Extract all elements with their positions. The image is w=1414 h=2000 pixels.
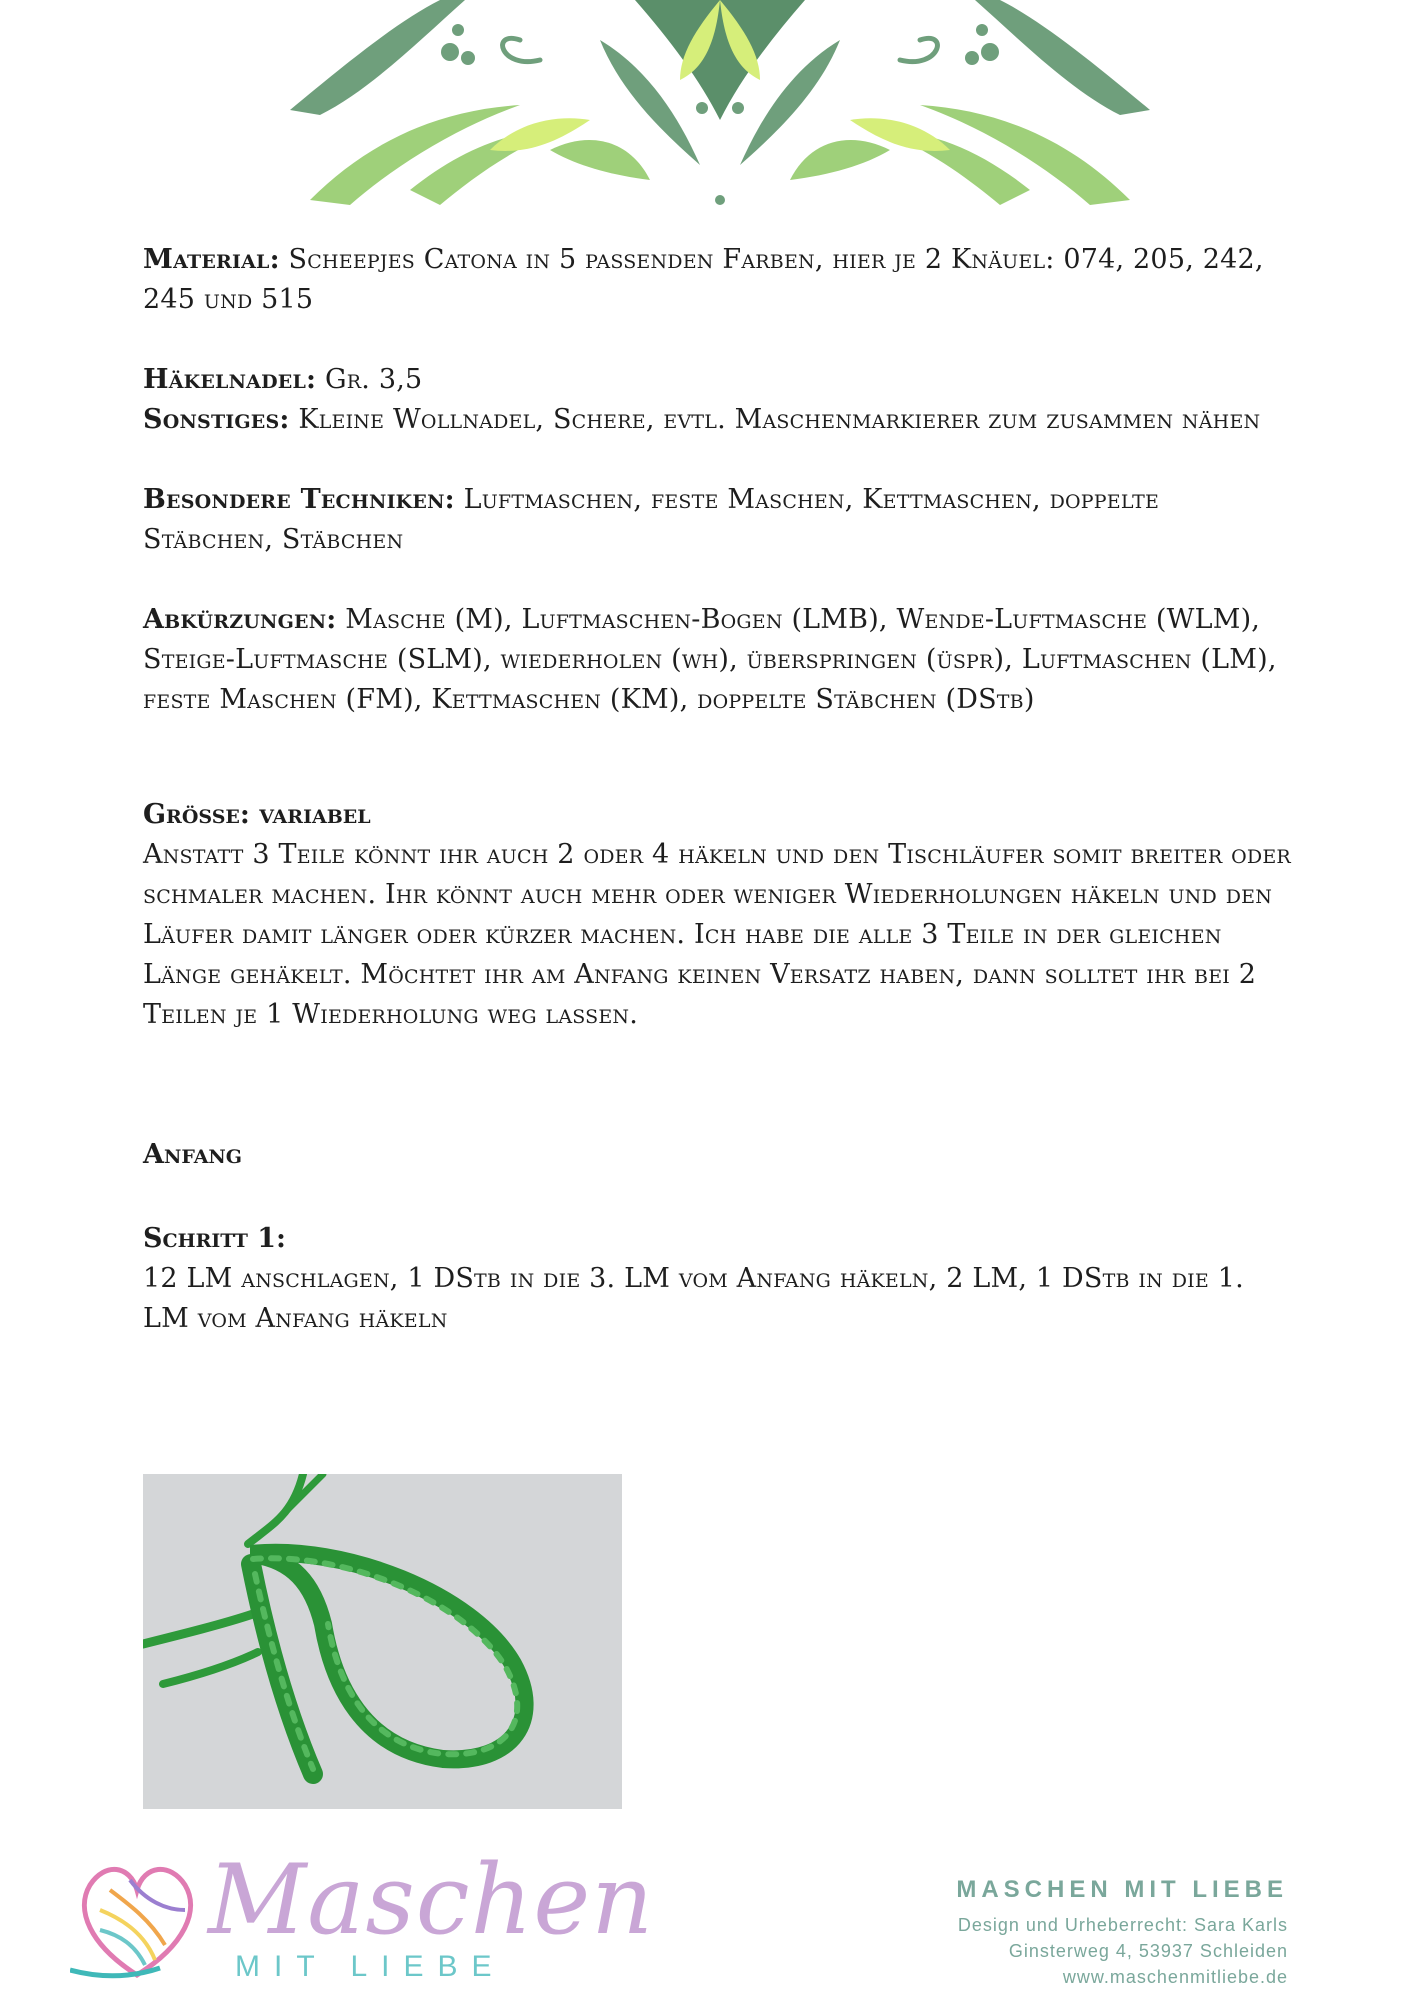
anfang-heading: Anfang <box>143 1139 243 1170</box>
material-text: Scheepjes Catona in 5 passenden Farben, hier je 2 Knäuel: 074, 205, 242, 245 und 515 <box>143 244 1264 315</box>
floral-ornament <box>290 0 1150 210</box>
techniken-text: Luftmaschen, feste Maschen, Kettmaschen, doppelte Stäbchen, Stäbchen <box>143 484 1160 555</box>
abkuerzungen-text: Masche (M), Luftmaschen-Bogen (LMB), Wende-Luftmasche (WLM), Steige-Luftmasche (SLM), wiederholen (wh), überspringen (üspr), Luftmaschen (LM), feste Maschen (FM), Kettmaschen (KM), doppelte Stäbchen (DStb) <box>143 604 1277 715</box>
groesse-text: Anstatt 3 Teile könnt ihr auch 2 oder 4 häkeln und den Tischläufer somit breiter oder schmaler machen. Ihr könnt auch mehr oder weniger Wiederholungen häkeln und den Läufer damit länger oder kürzer machen. Ich habe die alle 3 Teile in der gleichen Länge gehäkelt. Möchtet ihr am Anfang keinen Versatz haben, dann solltet ihr bei 2 Teilen je 1 Wiederholung weg lassen. <box>143 839 1291 1030</box>
material-section <box>143 240 1293 320</box>
haekelnadel-label: Häkelnadel: <box>143 364 317 395</box>
main-content <box>143 240 1293 1339</box>
step1-photo <box>143 1474 622 1809</box>
footer-address: Ginsterweg 4, 53937 Schleiden <box>1008 1941 1288 1961</box>
schritt1-heading: Schritt 1: <box>143 1223 287 1254</box>
footer-copyright: Design und Urheberrecht: Sara Karls <box>957 1915 1288 1935</box>
schritt1-text: 12 LM anschlagen, 1 DStb in die 3. LM vom Anfang häkeln, 2 LM, 1 DStb in die 1. LM vom Anfang häkeln <box>143 1263 1244 1334</box>
haekelnadel-section <box>143 360 1293 400</box>
logo-script-text: Maschen <box>208 1844 655 1956</box>
footer-info <box>956 1876 1288 1990</box>
techniken-section <box>143 480 1293 560</box>
footer-brand: MASCHEN MIT LIEBE <box>956 1876 1288 1903</box>
techniken-label: Besondere Techniken: <box>143 484 455 515</box>
logo-sub-text: MIT LIEBE <box>235 1950 506 1983</box>
sonstiges-label: Sonstiges: <box>143 404 290 435</box>
sonstiges-section <box>143 400 1293 440</box>
footer-website-link[interactable]: www.maschenmitliebe.de <box>1062 1967 1288 1987</box>
sonstiges-text: Kleine Wollnadel, Schere, evtl. Maschenmarkierer zum zusammen nähen <box>289 404 1261 435</box>
haekelnadel-text: Gr. 3,5 <box>316 364 423 395</box>
yarn-heart-icon <box>70 1850 205 1985</box>
maschen-mit-liebe-logo <box>70 1844 655 1990</box>
crochet-chain-illustration <box>143 1474 622 1809</box>
abkuerzungen-label: Abkürzungen: <box>143 604 337 635</box>
abkuerzungen-section <box>143 600 1293 720</box>
groesse-heading: Größe: variabel <box>143 799 371 830</box>
material-label: Material: <box>143 244 280 275</box>
